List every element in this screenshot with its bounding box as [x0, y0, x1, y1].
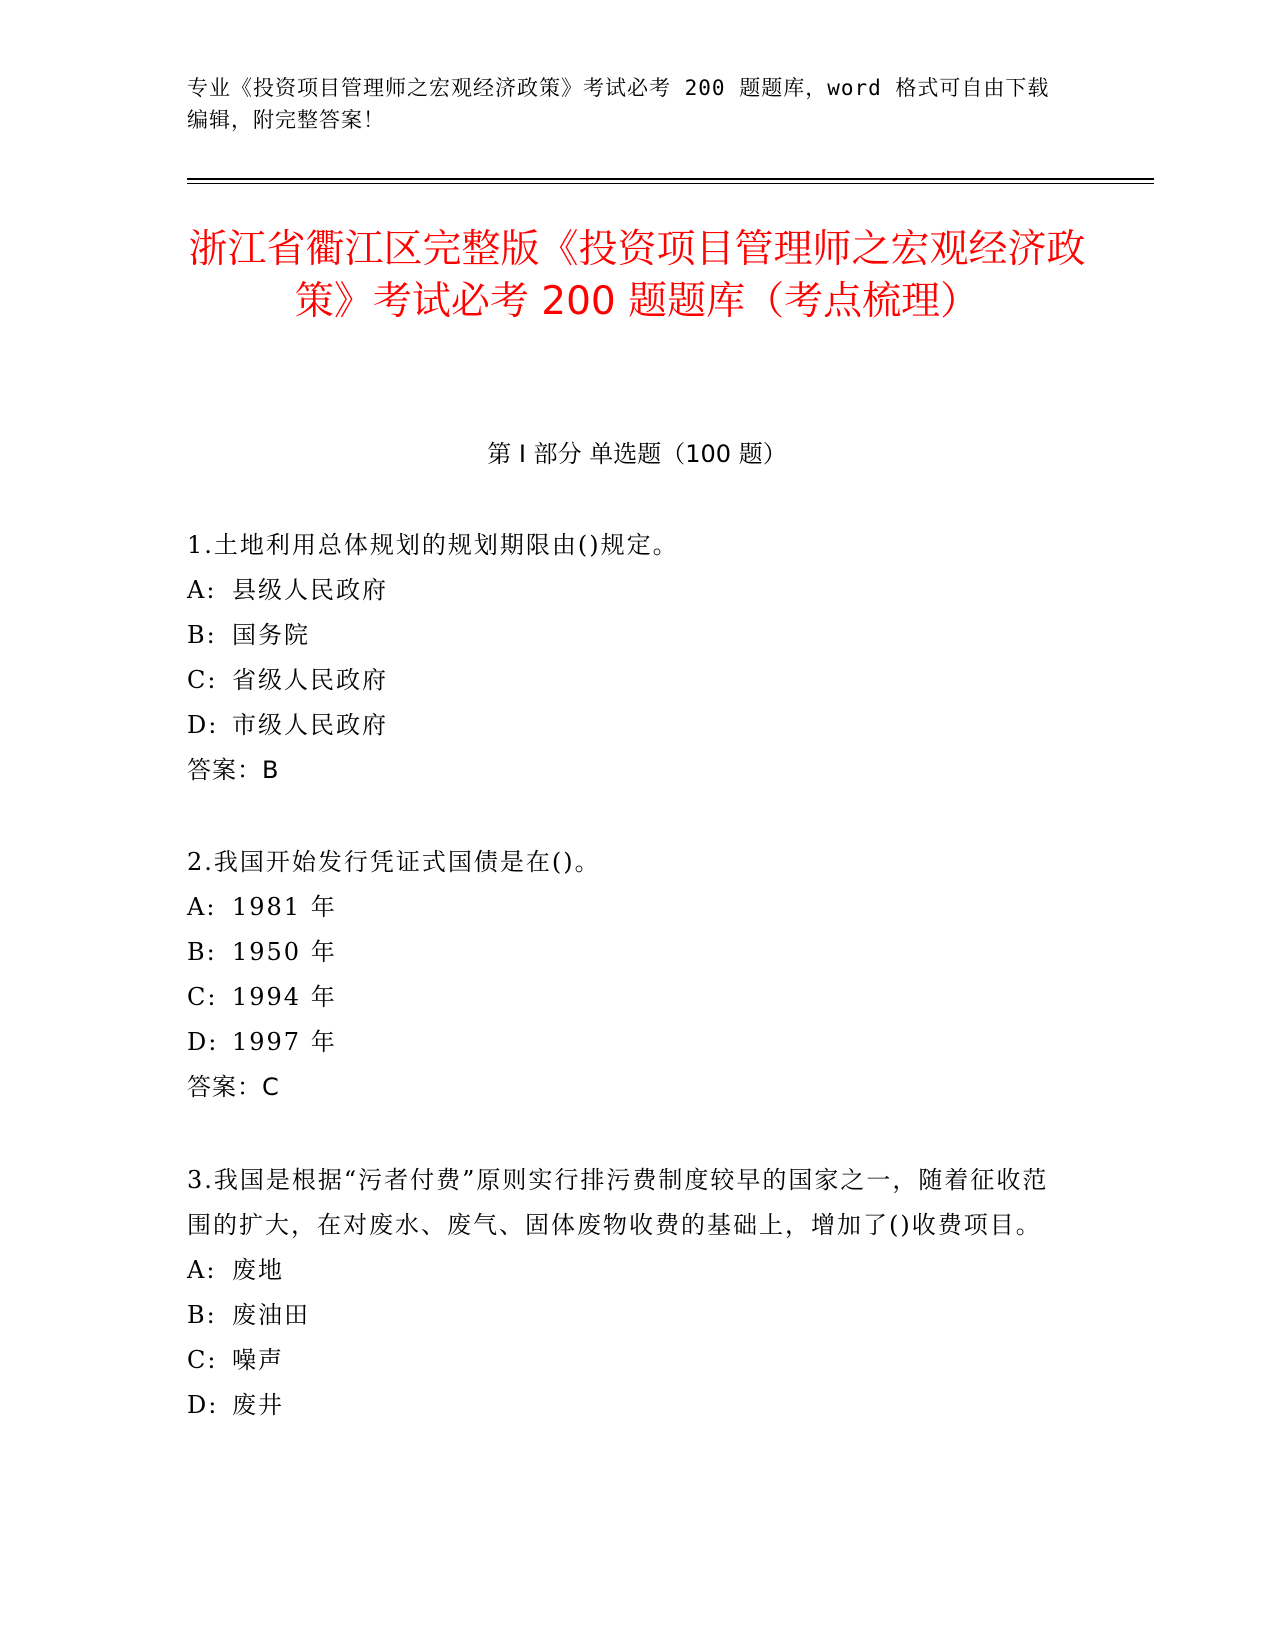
answer-line: 答案：C	[187, 1073, 280, 1101]
section-heading: 第 I 部分 单选题（100 题）	[487, 440, 787, 468]
option-letter: D:	[187, 711, 219, 739]
header-divider-thin	[187, 183, 1154, 184]
option-d	[187, 1020, 1067, 1065]
option-letter: D:	[187, 1028, 219, 1056]
option-b	[187, 930, 1067, 975]
header-divider	[187, 178, 1154, 180]
question-stem: 1.土地利用总体规划的规划期限由()规定。	[187, 531, 679, 559]
option-text: 1981 年	[232, 893, 337, 921]
option-text: 1950 年	[232, 938, 337, 966]
option-text: 噪声	[232, 1346, 284, 1374]
option-c	[187, 975, 1067, 1020]
option-letter: A:	[187, 576, 217, 604]
option-letter: A:	[187, 1256, 217, 1284]
option-c	[187, 1338, 1067, 1383]
option-text: 国务院	[232, 621, 310, 649]
option-letter: C:	[187, 1346, 218, 1374]
option-text: 1994 年	[232, 983, 337, 1011]
question-stem: 3.我国是根据“污者付费”原则实行排污费制度较早的国家之一，随着征收范围的扩大，在对废水、废气、固体废物收费的基础上，增加了()收费项目。	[187, 1166, 1049, 1239]
answer-line: 答案：B	[187, 756, 280, 784]
option-text: 省级人民政府	[232, 666, 388, 694]
option-b	[187, 1293, 1067, 1338]
option-d	[187, 1383, 1067, 1428]
option-letter: B:	[187, 1301, 217, 1329]
option-letter: C:	[187, 983, 218, 1011]
header-note: 专业《投资项目管理师之宏观经济政策》考试必考 200 题题库，word 格式可自由下载编辑，附完整答案！	[187, 76, 1050, 132]
option-a	[187, 568, 1067, 613]
option-a	[187, 1248, 1067, 1293]
option-b	[187, 613, 1067, 658]
option-letter: B:	[187, 938, 217, 966]
option-text: 县级人民政府	[232, 576, 388, 604]
option-text: 市级人民政府	[232, 711, 388, 739]
option-c	[187, 658, 1067, 703]
document-title: 浙江省衢江区完整版《投资项目管理师之宏观经济政策》考试必考 200 题题库（考点梳理）	[188, 227, 1086, 324]
option-a	[187, 885, 1067, 930]
option-text: 1997 年	[232, 1028, 337, 1056]
option-letter: B:	[187, 621, 217, 649]
question-3	[187, 1158, 1067, 1428]
option-d	[187, 703, 1067, 748]
option-text: 废井	[232, 1391, 284, 1419]
option-letter: C:	[187, 666, 218, 694]
question-2	[187, 840, 1067, 1110]
option-text: 废油田	[232, 1301, 310, 1329]
question-stem: 2.我国开始发行凭证式国债是在()。	[187, 848, 601, 876]
option-letter: D:	[187, 1391, 219, 1419]
question-1	[187, 523, 1067, 793]
option-letter: A:	[187, 893, 217, 921]
option-text: 废地	[232, 1256, 284, 1284]
